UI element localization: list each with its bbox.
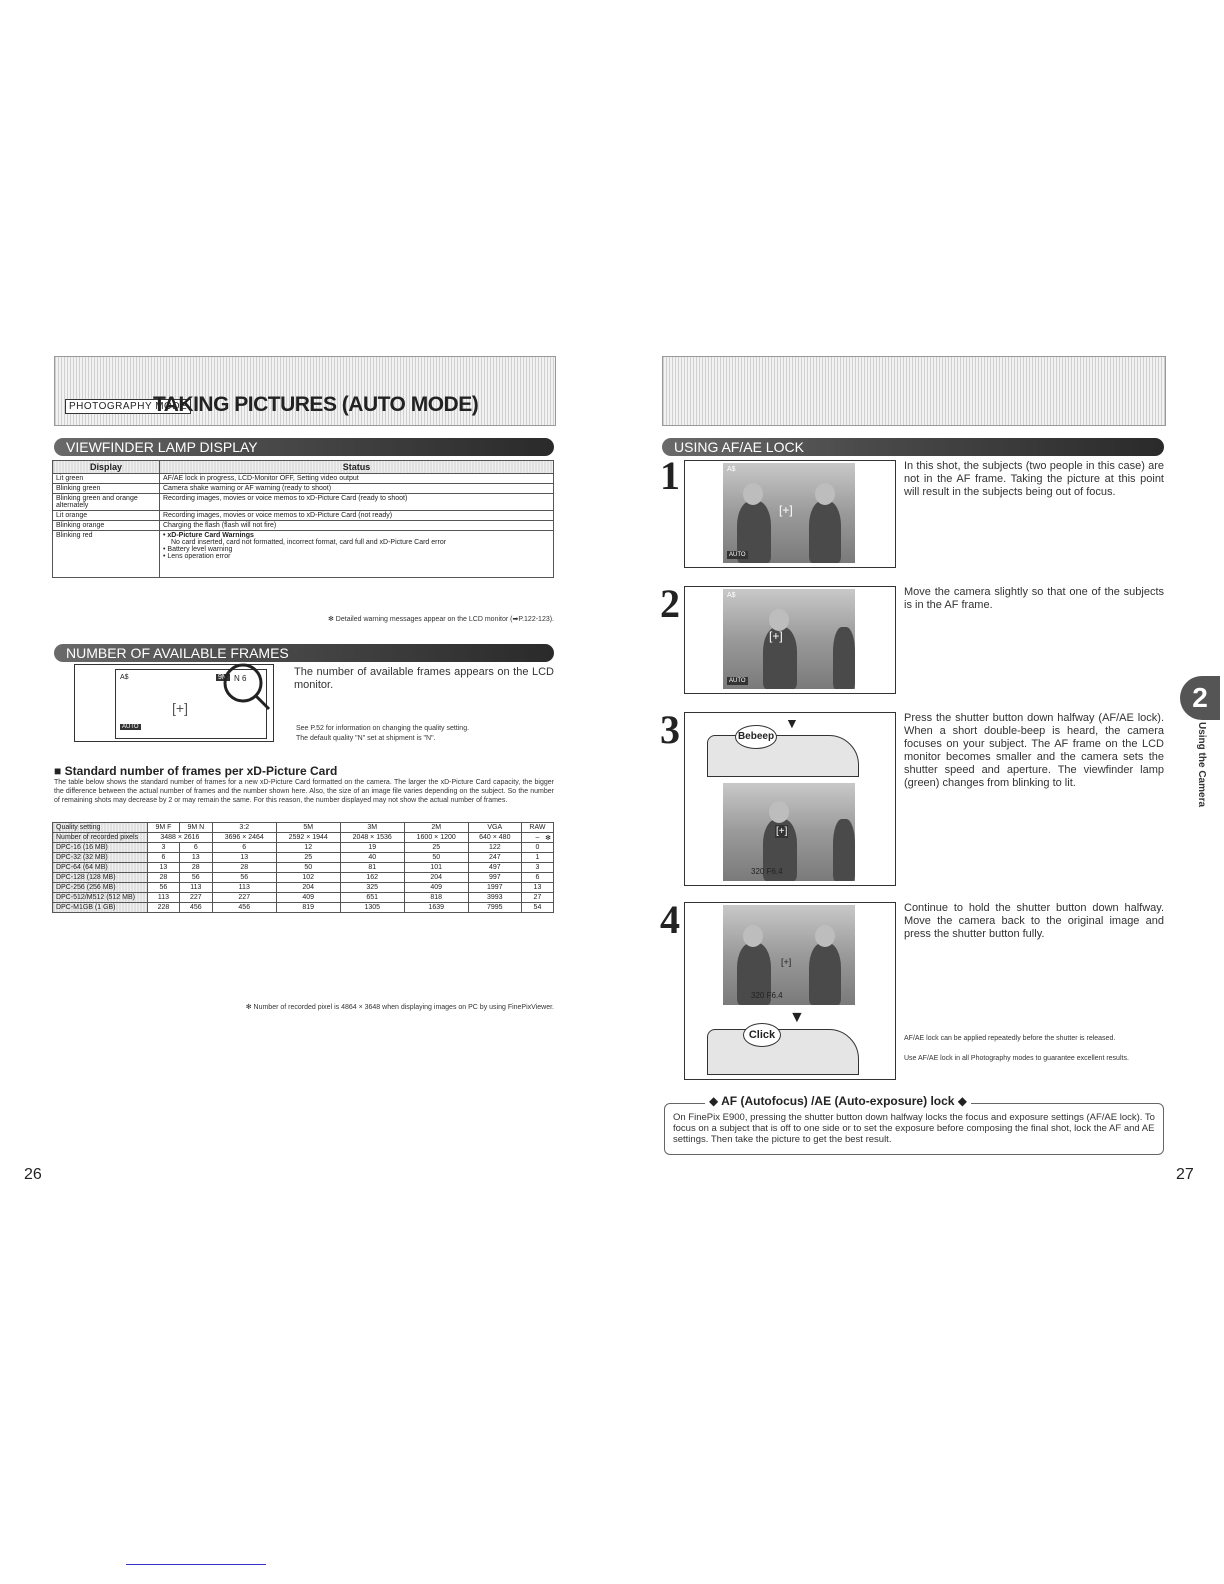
table-row bbox=[53, 853, 554, 863]
value-cell: 56 bbox=[212, 873, 276, 883]
right-header-band bbox=[662, 356, 1166, 426]
step-number: 1 bbox=[660, 453, 680, 498]
step1-photo-frame bbox=[684, 460, 896, 568]
pixels-header: Number of recorded pixels bbox=[53, 833, 148, 843]
value-cell: 102 bbox=[276, 873, 340, 883]
frames-note-1: See P.52 for information on changing the quality setting. bbox=[296, 725, 470, 732]
value-cell: 56 bbox=[148, 883, 180, 893]
value-cell: 13 bbox=[212, 853, 276, 863]
value-cell: 3 bbox=[148, 843, 180, 853]
quality-col: 5M bbox=[276, 823, 340, 833]
value-cell: 3 bbox=[521, 863, 553, 873]
face bbox=[769, 609, 789, 631]
value-cell: 28 bbox=[148, 873, 180, 883]
af-frame-icon: [+] bbox=[779, 503, 793, 517]
af-indicator: A$ bbox=[727, 466, 736, 473]
display-cell: Blinking green bbox=[53, 484, 160, 494]
af-indicator: A$ bbox=[120, 674, 129, 681]
standard-frames-title bbox=[54, 764, 337, 778]
value-cell: 456 bbox=[212, 903, 276, 913]
value-cell: 122 bbox=[468, 843, 521, 853]
face bbox=[743, 483, 763, 505]
value-cell: 1639 bbox=[404, 903, 468, 913]
step-number: 4 bbox=[660, 897, 680, 942]
person-right bbox=[809, 501, 841, 563]
quality-col: 9M F bbox=[148, 823, 180, 833]
value-cell: 227 bbox=[212, 893, 276, 903]
quality-col: 9M N bbox=[179, 823, 212, 833]
frames-note-2: The default quality "N" set at shipment is "N". bbox=[296, 735, 436, 742]
af-frame-icon: [+] bbox=[172, 700, 188, 716]
value-cell: 6 bbox=[521, 873, 553, 883]
display-cell: Blinking orange bbox=[53, 521, 160, 531]
value-cell: 50 bbox=[404, 853, 468, 863]
table-row bbox=[53, 863, 554, 873]
value-cell: 101 bbox=[404, 863, 468, 873]
magnifier-icon bbox=[219, 661, 279, 721]
value-cell: 651 bbox=[340, 893, 404, 903]
frame-count: N 6 bbox=[234, 674, 247, 683]
value-cell: 12 bbox=[276, 843, 340, 853]
af-box-title: ◆ AF (Autofocus) /AE (Auto-exposure) lock ◆ bbox=[705, 1094, 971, 1108]
table-row bbox=[53, 903, 554, 913]
person-right bbox=[809, 943, 841, 1005]
value-cell: 28 bbox=[212, 863, 276, 873]
face bbox=[815, 925, 835, 947]
quality-col: VGA bbox=[468, 823, 521, 833]
step3-photo bbox=[723, 783, 855, 881]
warning-line: • Battery level warning bbox=[163, 546, 233, 553]
value-cell: 325 bbox=[340, 883, 404, 893]
value-cell: 54 bbox=[521, 903, 553, 913]
warning-line: No card inserted, card not formatted, incorrect format, card full and xD-Picture Card error bbox=[171, 539, 447, 546]
value-cell: 456 bbox=[179, 903, 212, 913]
card-cell: DPC-512/M512 (512 MB) bbox=[53, 893, 148, 903]
pixels-cell: 3488 × 2616 bbox=[148, 833, 213, 843]
step4-text: Continue to hold the shutter button down halfway. Move the camera back to the original image and press the shutter button fully. bbox=[904, 902, 1164, 940]
table-row bbox=[53, 474, 554, 484]
value-cell: 6 bbox=[179, 843, 212, 853]
status-cell: Recording images, movies or voice memos to xD-Picture Card (ready to shoot) bbox=[160, 494, 554, 511]
pixels-cell: 2592 × 1944 bbox=[276, 833, 340, 843]
value-cell: 27 bbox=[521, 893, 553, 903]
step3-text: Press the shutter button down halfway (AF/AE lock). When a short double-beep is heard, the camera focuses on your subject. The AF frame on the LCD monitor becomes smaller and the camera sets the shutter speed and aperture. The viewfinder lamp (green) changes from blinking to lit. bbox=[904, 712, 1164, 789]
af-indicator: A$ bbox=[727, 592, 736, 599]
table-row bbox=[53, 511, 554, 521]
step2-photo-frame bbox=[684, 586, 896, 694]
step3-photo-frame bbox=[684, 712, 896, 886]
value-cell: 28 bbox=[179, 863, 212, 873]
header-status: Status bbox=[160, 461, 554, 474]
card-cell: DPC-64 (64 MB) bbox=[53, 863, 148, 873]
display-cell: Lit green bbox=[53, 474, 160, 484]
pixels-cell: 3696 × 2464 bbox=[212, 833, 276, 843]
step-number: 3 bbox=[660, 707, 680, 752]
table-row bbox=[53, 494, 554, 511]
press-arrow-icon: ▼ bbox=[785, 715, 799, 731]
frames-table bbox=[52, 822, 554, 913]
step-number: 2 bbox=[660, 581, 680, 626]
step4-photo-frame bbox=[684, 902, 896, 1080]
person-right bbox=[833, 627, 855, 689]
click-bubble: Click bbox=[743, 1023, 781, 1047]
bottom-rule bbox=[126, 1564, 266, 1565]
display-cell: Blinking red bbox=[53, 531, 160, 578]
value-cell: 13 bbox=[148, 863, 180, 873]
page-title: TAKING PICTURES (AUTO MODE) bbox=[153, 393, 479, 416]
value-cell: 25 bbox=[404, 843, 468, 853]
value-cell: 50 bbox=[276, 863, 340, 873]
step2-text: Move the camera slightly so that one of the subjects is in the AF frame. bbox=[904, 586, 1164, 611]
face bbox=[815, 483, 835, 505]
value-cell: 56 bbox=[179, 873, 212, 883]
face bbox=[769, 801, 789, 823]
mode-tag: PHOTOGRAPHY MODE bbox=[65, 399, 191, 414]
value-cell: 204 bbox=[276, 883, 340, 893]
frames-section-title: NUMBER OF AVAILABLE FRAMES bbox=[54, 644, 554, 662]
step1-photo bbox=[723, 463, 855, 563]
value-cell: 7995 bbox=[468, 903, 521, 913]
card-cell: DPC-M1GB (1 GB) bbox=[53, 903, 148, 913]
step4-photo bbox=[723, 905, 855, 1005]
value-cell: 3993 bbox=[468, 893, 521, 903]
camera-illustration bbox=[707, 735, 859, 777]
card-cell: DPC-128 (128 MB) bbox=[53, 873, 148, 883]
page-number-right: 27 bbox=[1176, 1166, 1194, 1183]
viewfinder-section-title: VIEWFINDER LAMP DISPLAY bbox=[54, 438, 554, 456]
value-cell: 1305 bbox=[340, 903, 404, 913]
value-cell: 997 bbox=[468, 873, 521, 883]
value-cell: 81 bbox=[340, 863, 404, 873]
quality-setting-header: Quality setting bbox=[53, 823, 148, 833]
value-cell: 818 bbox=[404, 893, 468, 903]
header-display: Display bbox=[53, 461, 160, 474]
table-row bbox=[53, 873, 554, 883]
aflock-note-2: Use AF/AE lock in all Photography modes to guarantee excellent results. bbox=[904, 1055, 1129, 1062]
pixels-raw: – bbox=[535, 834, 540, 841]
face bbox=[743, 925, 763, 947]
value-cell: 227 bbox=[179, 893, 212, 903]
table-row bbox=[53, 521, 554, 531]
value-cell: 1 bbox=[521, 853, 553, 863]
viewfinder-footnote: ✻ Detailed warning messages appear on the LCD monitor (➡P.122-123). bbox=[328, 616, 554, 623]
value-cell: 6 bbox=[148, 853, 180, 863]
aflock-section-title: USING AF/AE LOCK bbox=[662, 438, 1164, 456]
standard-frames-body: The table below shows the standard number of frames for a new xD-Picture Card formatted on the camera. The larger the xD-Picture Card capacity, the bigger the difference between the actual number of frames and the number shown here. Also, the size of an image file varies depending on the subject. So the number of remaining shots may decrease by 2 or may remain the same. For this reason, the number displayed may not show the actual number of frames. bbox=[54, 779, 554, 804]
person-right bbox=[833, 819, 855, 881]
af-frame-locked-icon: [+] bbox=[776, 826, 788, 837]
value-cell: 40 bbox=[340, 853, 404, 863]
lcd-readout: 320 F6.4 bbox=[751, 867, 783, 876]
value-cell: 19 bbox=[340, 843, 404, 853]
lcd-illustration bbox=[74, 664, 274, 742]
value-cell: 497 bbox=[468, 863, 521, 873]
quality-col: 2M bbox=[404, 823, 468, 833]
left-header-band bbox=[54, 356, 556, 426]
display-cell: Blinking green and orange alternately bbox=[53, 494, 160, 511]
value-cell: 13 bbox=[179, 853, 212, 863]
pixels-cell: 1600 × 1200 bbox=[404, 833, 468, 843]
value-cell: 1997 bbox=[468, 883, 521, 893]
value-cell: 204 bbox=[404, 873, 468, 883]
page-number-left: 26 bbox=[24, 1166, 42, 1183]
press-arrow-icon: ▼ bbox=[789, 1009, 805, 1026]
value-cell: 162 bbox=[340, 873, 404, 883]
value-cell: 409 bbox=[276, 893, 340, 903]
af-frame-icon: [+] bbox=[769, 629, 783, 643]
quality-col: 3:2 bbox=[212, 823, 276, 833]
value-cell: 247 bbox=[468, 853, 521, 863]
value-cell: 113 bbox=[179, 883, 212, 893]
lcd-readout: 320 F6.4 bbox=[751, 991, 783, 1000]
viewfinder-table bbox=[52, 460, 554, 578]
card-cell: DPC-32 (32 MB) bbox=[53, 853, 148, 863]
chapter-tab: 2 bbox=[1180, 676, 1220, 720]
auto-mode-icon: AUTO bbox=[122, 724, 139, 730]
auto-mode-icon: AUTO bbox=[729, 552, 746, 558]
beep-bubble: Bebeep bbox=[735, 725, 777, 749]
af-info-box bbox=[664, 1094, 1164, 1155]
status-cell: AF/AE lock in progress, LCD-Monitor OFF, Setting video output bbox=[160, 474, 554, 484]
quality-col: 3M bbox=[340, 823, 404, 833]
status-cell: Recording images, movies or voice memos to xD-Picture Card (not ready) bbox=[160, 511, 554, 521]
quality-icon: 9M bbox=[218, 674, 228, 681]
table-row bbox=[53, 843, 554, 853]
status-cell: Charging the flash (flash will not fire) bbox=[160, 521, 554, 531]
chapter-label: Using the Camera bbox=[1196, 722, 1207, 808]
pixels-cell: 640 × 480 bbox=[468, 833, 521, 843]
value-cell: 409 bbox=[404, 883, 468, 893]
quality-col: RAW bbox=[521, 823, 553, 833]
aflock-note-1: AF/AE lock can be applied repeatedly before the shutter is released. bbox=[904, 1035, 1116, 1042]
frames-footnote: ✻ Number of recorded pixel is 4864 × 3648 when displaying images on PC by using FinePixViewer. bbox=[245, 1004, 554, 1011]
raw-footnote-mark: ✻ bbox=[545, 835, 551, 842]
camera-illustration bbox=[707, 1029, 859, 1075]
pixels-cell bbox=[521, 833, 553, 843]
value-cell: 25 bbox=[276, 853, 340, 863]
value-cell: 6 bbox=[212, 843, 276, 853]
warning-line: • xD-Picture Card Warnings bbox=[163, 532, 254, 539]
card-cell: DPC-256 (256 MB) bbox=[53, 883, 148, 893]
step2-photo bbox=[723, 589, 855, 689]
value-cell: 113 bbox=[148, 893, 180, 903]
frames-intro: The number of available frames appears on the LCD monitor. bbox=[294, 666, 554, 691]
status-cell bbox=[160, 531, 554, 578]
display-cell: Lit orange bbox=[53, 511, 160, 521]
value-cell: 13 bbox=[521, 883, 553, 893]
table-row bbox=[53, 893, 554, 903]
af-box-text: On FinePix E900, pressing the shutter button down halfway locks the focus and exposure settings (AF/AE lock). To focus on a subject that is off to one side or to set the exposure before composing the final shot, lock the AF and AE settings. Then take the picture to get the best result. bbox=[673, 1112, 1155, 1145]
auto-mode-icon: AUTO bbox=[729, 678, 746, 684]
table-row bbox=[53, 883, 554, 893]
step1-text: In this shot, the subjects (two people in this case) are not in the AF frame. Taking the picture at this point will result in the subjects being out of focus. bbox=[904, 460, 1164, 498]
table-row bbox=[53, 484, 554, 494]
value-cell: 228 bbox=[148, 903, 180, 913]
warning-line: • Lens operation error bbox=[163, 553, 231, 560]
card-cell: DPC-16 (16 MB) bbox=[53, 843, 148, 853]
standard-frames-title-b: xD-Picture Card bbox=[246, 764, 338, 778]
table-row bbox=[53, 531, 554, 578]
pixels-cell: 2048 × 1536 bbox=[340, 833, 404, 843]
value-cell: 0 bbox=[521, 843, 553, 853]
status-cell: Camera shake warning or AF warning (ready to shoot) bbox=[160, 484, 554, 494]
standard-frames-title-a: ■ Standard number of frames per bbox=[54, 764, 247, 778]
value-cell: 819 bbox=[276, 903, 340, 913]
af-frame-icon: [+] bbox=[781, 957, 792, 967]
value-cell: 113 bbox=[212, 883, 276, 893]
